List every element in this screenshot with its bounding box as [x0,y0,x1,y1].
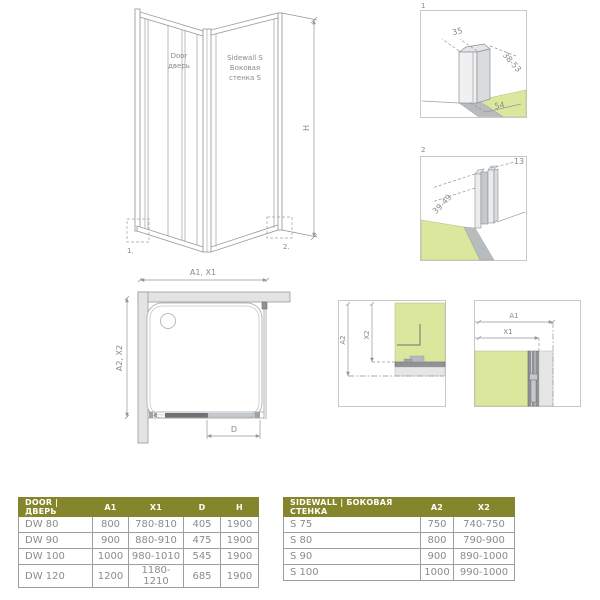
model-cell: DW 120 [19,565,93,588]
sliding-door-panel [165,413,208,418]
door-table-row [19,565,259,588]
d-cell: 475 [184,533,221,549]
d-cell: 685 [184,565,221,588]
door-adjustment-detail [472,296,584,412]
d-cell: 545 [184,549,221,565]
x1-cell: 980-1010 [129,549,184,565]
detail-1-number: 1 [421,2,426,10]
a1-cell: 800 [93,517,129,533]
h-cell: 1900 [221,533,259,549]
sidewall-table-header-a2: A2 [421,498,454,517]
detail-1-dim-top: 35 [451,25,464,38]
h-cell: 1900 [221,565,259,588]
model-cell: DW 90 [19,533,93,549]
detail-panel-2 [418,144,530,268]
detail-panel-1 [418,0,530,124]
door-label-ru: дверь [168,62,190,70]
model-cell: S 80 [284,533,421,549]
model-cell: S 100 [284,565,421,581]
detail-2-dim-top: 13 [513,157,525,166]
a1-cell: 1200 [93,565,129,588]
plan-depth-dimension [125,296,129,419]
detail-2-number: 2 [421,146,426,154]
x2-cell: 890-1000 [454,549,515,565]
x1-cell: 880-910 [129,533,184,549]
isometric-corner-view [100,0,330,262]
height-dimension-label: H [302,124,311,132]
drain-circle [161,314,176,329]
sidewall-table-row [284,549,515,565]
sidewall-table-header-name: SIDEWALL | БОКОВАЯ СТЕНКА [284,498,421,517]
sidewall-adjustment-detail [336,296,448,412]
sidewall-table-row [284,565,515,581]
door-table-row [19,517,259,533]
sidewall-label-ru1: Боковая [229,64,261,72]
h-cell: 1900 [221,549,259,565]
model-cell: DW 100 [19,549,93,565]
x2-cell: 740-750 [454,517,515,533]
d-cell: 405 [184,517,221,533]
detail-1-dim-floor: 54 [493,100,506,111]
detail-2-dim-diagonal: 39-49 [430,192,454,216]
callout-2-label: 2. [283,243,290,251]
a1-cell: 1000 [93,549,129,565]
sidewall-table-row [284,517,515,533]
door-table-row [19,549,259,565]
plan-sidewall-glass [262,302,267,419]
door-detail-outer-label: A1 [509,312,519,320]
door-spec-table [18,497,259,588]
model-cell: S 75 [284,517,421,533]
sidewall-table-row [284,533,515,549]
plan-width-label: A1, X1 [189,268,217,277]
door-table-header-h: H [221,498,259,517]
door-table-header-a1: A1 [93,498,129,517]
plan-door-opening-label: D [230,425,238,434]
plan-width-dimension [138,278,269,282]
x2-cell: 990-1000 [454,565,515,581]
callout-1-label: 1. [127,247,134,255]
sidewall-detail-inner-label: X2 [363,330,371,340]
door-table-header-d: D [184,498,221,517]
sidewall-table-header-x2: X2 [454,498,515,517]
door-table-header-row [19,498,259,517]
sidewall-table-header-row [284,498,515,517]
sidewall-detail-outer-label: A2 [339,335,347,345]
door-detail-drawing [475,351,553,406]
door-table-row [19,533,259,549]
h-cell: 1900 [221,517,259,533]
door-detail-inner-label: X1 [503,328,513,336]
shower-tray [147,303,262,418]
x1-cell: 780-810 [129,517,184,533]
a1-cell: 900 [93,533,129,549]
x2-cell: 790-900 [454,533,515,549]
a2-cell: 800 [421,533,454,549]
sidewall-label-en: Sidewall S [227,54,263,62]
model-cell: DW 80 [19,517,93,533]
plan-depth-label: A2, X2 [115,344,124,372]
door-label-en: Door [170,52,188,60]
sidewall-detail-drawing [395,303,445,376]
door-table-header-x1: X1 [129,498,184,517]
sidewall-label-ru2: стенка S [229,74,261,82]
a2-cell: 1000 [421,565,454,581]
a2-cell: 750 [421,517,454,533]
sidewall-spec-table [283,497,515,581]
model-cell: S 90 [284,549,421,565]
door-panel-drawing [135,9,211,252]
detail-1-dim-diagonal: 38-53 [500,50,523,74]
plan-view [95,262,320,472]
a2-cell: 900 [421,549,454,565]
x1-cell: 1180-1210 [129,565,184,588]
sidewall-panel-drawing [211,13,282,252]
door-table-header-name: DOOR | ДВЕРЬ [19,498,93,517]
height-dimension [282,13,317,240]
